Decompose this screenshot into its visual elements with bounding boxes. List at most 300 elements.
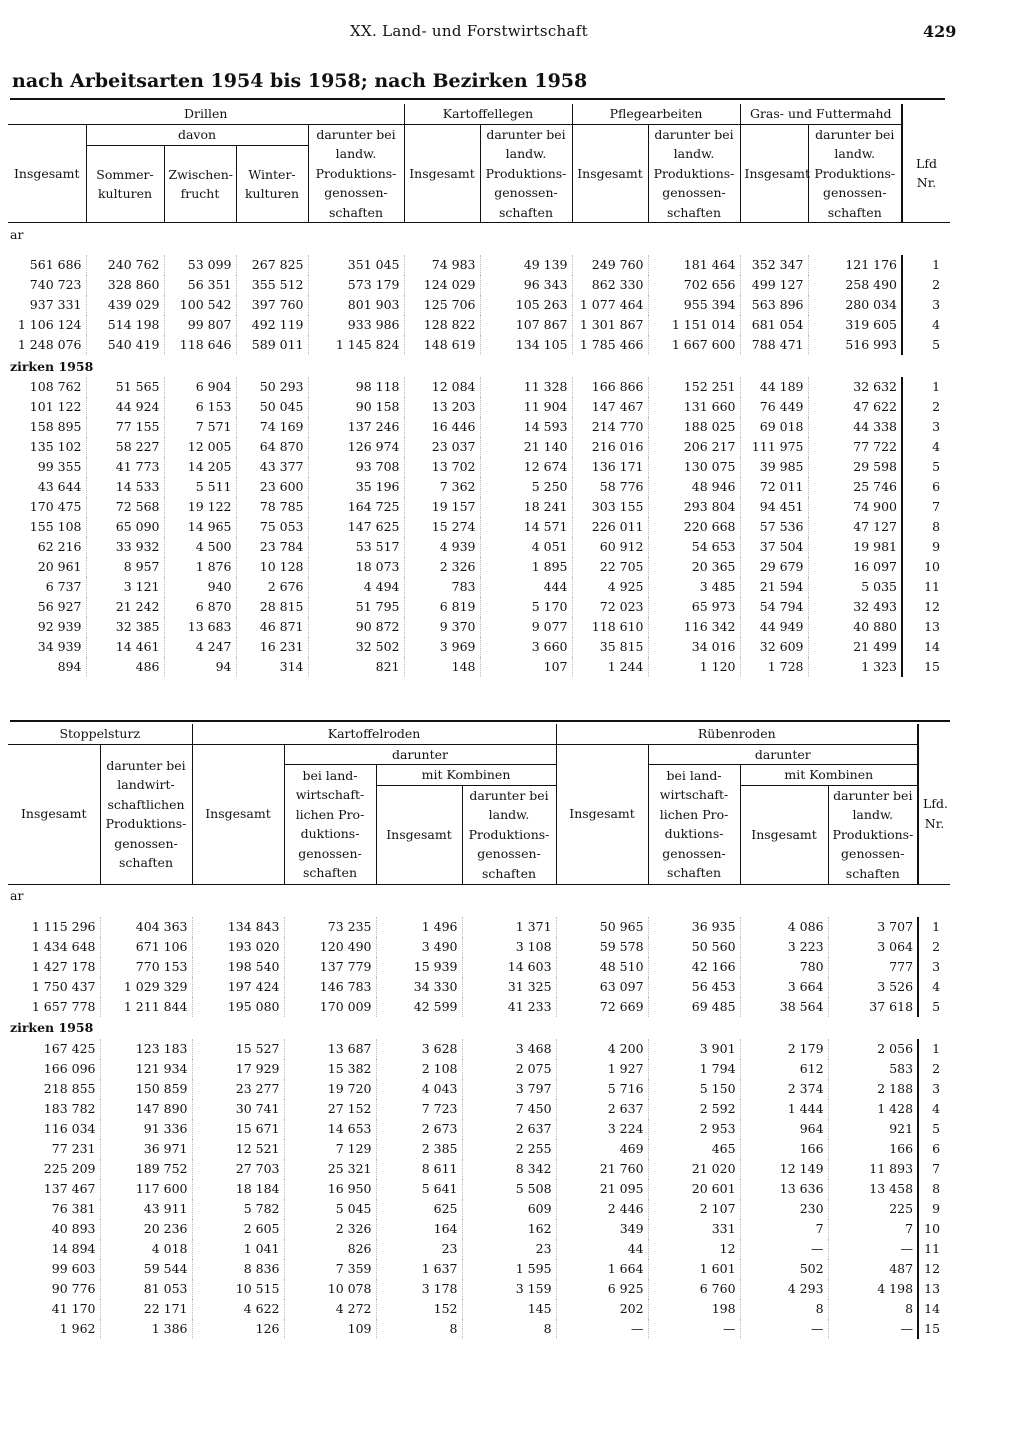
table-cell: 166 xyxy=(740,1139,828,1159)
table-cell: 81 053 xyxy=(100,1279,192,1299)
table-cell: 20 601 xyxy=(648,1179,740,1199)
row-lfd-nr: 11 xyxy=(924,579,941,594)
table-cell: 130 075 xyxy=(648,457,740,477)
table-cell: 3 628 xyxy=(376,1039,462,1059)
title-rule xyxy=(10,98,945,100)
table-cell: 955 394 xyxy=(648,295,740,315)
table-cell: 117 600 xyxy=(100,1179,192,1199)
table-cell: 4 925 xyxy=(572,577,648,597)
table-cell: 23 037 xyxy=(404,437,480,457)
row-lfd-nr: 15 xyxy=(924,1320,941,1336)
table-cell: 44 924 xyxy=(86,397,164,417)
table-cell: 36 971 xyxy=(100,1139,192,1159)
table-cell: 216 016 xyxy=(572,437,648,457)
table-cell: 1 386 xyxy=(100,1319,192,1339)
group-grasmahd: Gras- und Futtermahd xyxy=(740,104,902,124)
table-cell: 1 962 xyxy=(8,1319,100,1339)
table-cell: 1 667 600 xyxy=(648,335,740,355)
table-row xyxy=(8,977,950,997)
table-cell: 193 020 xyxy=(192,937,284,957)
table-cell: 3 108 xyxy=(462,937,556,957)
table-cell: 99 355 xyxy=(8,457,86,477)
table-cell: 90 872 xyxy=(308,617,404,637)
table-cell: 197 424 xyxy=(192,977,284,997)
table-cell: 96 343 xyxy=(480,275,572,295)
table-cell: 137 246 xyxy=(308,417,404,437)
row-lfd-nr: 10 xyxy=(924,1220,941,1236)
col-pf-insgesamt: Insgesamt xyxy=(572,124,648,223)
table-cell: 30 741 xyxy=(192,1099,284,1119)
table-cell: 6 870 xyxy=(164,597,236,617)
table-cell: 788 471 xyxy=(740,335,808,355)
table-cell: 1 637 xyxy=(376,1259,462,1279)
table-cell: 14 205 xyxy=(164,457,236,477)
table-cell: 5 035 xyxy=(808,577,902,597)
col-kr-bei-lpg: bei land-wirtschaft-lichen Pro-duktions-genossen-schaften xyxy=(284,765,376,885)
table-cell: 164 xyxy=(376,1219,462,1239)
table-cell: 14 894 xyxy=(8,1239,100,1259)
row-lfd-nr: 14 xyxy=(924,1300,941,1316)
table-cell: 1 785 466 xyxy=(572,335,648,355)
table-cell: 11 893 xyxy=(828,1159,918,1179)
row-lfd-nr: 13 xyxy=(924,1280,941,1296)
table-cell: 3 707 xyxy=(828,917,918,937)
table-row xyxy=(8,657,950,677)
row-lfd-nr: 2 xyxy=(932,938,941,954)
table-cell: 6 760 xyxy=(648,1279,740,1299)
table-cell: 1 434 648 xyxy=(8,937,100,957)
table-stoppelsturz-etc xyxy=(8,724,950,1339)
table-cell: 39 985 xyxy=(740,457,808,477)
table-cell: 72 011 xyxy=(740,477,808,497)
table-cell: 13 636 xyxy=(740,1179,828,1199)
table-cell: — xyxy=(828,1239,918,1259)
table-cell: 1 301 867 xyxy=(572,315,648,335)
col-pf-lpg: darunter bei landw. Produktions-genossen-schaften xyxy=(648,124,740,223)
table-cell: 58 776 xyxy=(572,477,648,497)
table-cell: 770 153 xyxy=(100,957,192,977)
table-cell: 4 272 xyxy=(284,1299,376,1319)
table-cell: 1 371 xyxy=(462,917,556,937)
table-cell: 125 706 xyxy=(404,295,480,315)
table-cell: 109 xyxy=(284,1319,376,1339)
table-cell: 4 200 xyxy=(556,1039,648,1059)
table-cell: 16 097 xyxy=(808,557,902,577)
table-cell: 145 xyxy=(462,1299,556,1319)
table-cell: 206 217 xyxy=(648,437,740,457)
table-cell: 188 025 xyxy=(648,417,740,437)
table-cell: 702 656 xyxy=(648,275,740,295)
table-cell: 75 053 xyxy=(236,517,308,537)
table-cell: 1 794 xyxy=(648,1059,740,1079)
table-cell: 19 122 xyxy=(164,497,236,517)
table-cell: 195 080 xyxy=(192,997,284,1017)
col-gm-lpg: darunter bei landw. Produktions-genossen-schaften xyxy=(808,124,902,223)
table-row xyxy=(8,1059,950,1079)
table-cell: 44 xyxy=(556,1239,648,1259)
table-cell: 2 374 xyxy=(740,1079,828,1099)
table-cell: 90 158 xyxy=(308,397,404,417)
row-lfd-nr: 2 xyxy=(932,399,941,414)
table-cell: 146 783 xyxy=(284,977,376,997)
table-cell: 1 895 xyxy=(480,557,572,577)
row-lfd-nr: 3 xyxy=(932,297,941,312)
col-winter: Winter-kulturen xyxy=(236,146,308,223)
table-cell: 5 250 xyxy=(480,477,572,497)
table-cell: 198 xyxy=(648,1299,740,1319)
table-cell: 50 965 xyxy=(556,917,648,937)
table-cell: 10 128 xyxy=(236,557,308,577)
table-cell: 12 521 xyxy=(192,1139,284,1159)
table-cell: 933 986 xyxy=(308,315,404,335)
table-cell: — xyxy=(740,1319,828,1339)
table-cell: 42 166 xyxy=(648,957,740,977)
table-cell: 23 xyxy=(376,1239,462,1259)
table-cell: 1 750 437 xyxy=(8,977,100,997)
col-rr-komb-lpg: darunter bei landw. Produktions-genossen-schaften xyxy=(828,785,918,884)
table-cell: 5 511 xyxy=(164,477,236,497)
table-cell: 14 593 xyxy=(480,417,572,437)
table-cell: 862 330 xyxy=(572,275,648,295)
section-bezirke-label: zirken 1958 xyxy=(10,358,94,374)
table-cell: 964 xyxy=(740,1119,828,1139)
table-cell: 3 178 xyxy=(376,1279,462,1299)
table-cell: 17 929 xyxy=(192,1059,284,1079)
table-cell: 166 096 xyxy=(8,1059,100,1079)
table-cell: 352 347 xyxy=(740,255,808,275)
table-cell: — xyxy=(556,1319,648,1339)
row-lfd-nr: 3 xyxy=(932,958,941,974)
table-cell: 21 594 xyxy=(740,577,808,597)
col-rr-bei-lpg: bei land-wirtschaft-lichen Pro-duktions-genossen-schaften xyxy=(648,765,740,885)
table-row xyxy=(8,1179,950,1199)
table-cell: 44 949 xyxy=(740,617,808,637)
table-cell: 126 974 xyxy=(308,437,404,457)
table-cell: 93 708 xyxy=(308,457,404,477)
table-cell: 801 903 xyxy=(308,295,404,315)
table-row xyxy=(8,1299,950,1319)
table-cell: 65 973 xyxy=(648,597,740,617)
table-cell: 8 611 xyxy=(376,1159,462,1179)
table-cell: 41 773 xyxy=(86,457,164,477)
sub-kr-kombinen: mit Kombinen xyxy=(376,765,556,786)
table-cell: 5 641 xyxy=(376,1179,462,1199)
table-cell: 37 618 xyxy=(828,997,918,1017)
table-cell: 4 043 xyxy=(376,1079,462,1099)
table-cell: 50 293 xyxy=(236,377,308,397)
table-cell: 225 xyxy=(828,1199,918,1219)
row-lfd-nr: 7 xyxy=(932,1160,941,1176)
table-row xyxy=(8,537,950,557)
table-cell: 502 xyxy=(740,1259,828,1279)
table-cell: 2 385 xyxy=(376,1139,462,1159)
table-cell: 167 425 xyxy=(8,1039,100,1059)
table-cell: 21 242 xyxy=(86,597,164,617)
table-cell: 5 170 xyxy=(480,597,572,617)
table-row xyxy=(8,377,950,397)
table-cell: 563 896 xyxy=(740,295,808,315)
table-cell: 137 779 xyxy=(284,957,376,977)
table-cell: 1 876 xyxy=(164,557,236,577)
table-cell: 50 045 xyxy=(236,397,308,417)
table-cell: 2 188 xyxy=(828,1079,918,1099)
table-cell: 43 377 xyxy=(236,457,308,477)
table-cell: 4 622 xyxy=(192,1299,284,1319)
table-cell: 4 198 xyxy=(828,1279,918,1299)
row-lfd-nr: 3 xyxy=(932,419,941,434)
table-cell: 8 xyxy=(828,1299,918,1319)
row-lfd-nr: 5 xyxy=(932,337,941,352)
table-cell: — xyxy=(828,1319,918,1339)
table-cell: 76 449 xyxy=(740,397,808,417)
table-cell: 540 419 xyxy=(86,335,164,355)
col-kl-lpg: darunter bei landw. Produktions-genossen-schaften xyxy=(480,124,572,223)
table-cell: 155 108 xyxy=(8,517,86,537)
row-lfd-nr: 15 xyxy=(924,659,941,674)
table-cell: 118 610 xyxy=(572,617,648,637)
table-cell: 77 155 xyxy=(86,417,164,437)
table-cell: 3 121 xyxy=(86,577,164,597)
table-cell: 4 247 xyxy=(164,637,236,657)
table-cell: 166 xyxy=(828,1139,918,1159)
group-drillen: Drillen xyxy=(8,104,404,124)
table-cell: 43 644 xyxy=(8,477,86,497)
table-cell: 1 077 464 xyxy=(572,295,648,315)
table-cell: 226 011 xyxy=(572,517,648,537)
row-lfd-nr: 6 xyxy=(932,479,941,494)
table-cell: 561 686 xyxy=(8,255,86,275)
table-cell: 6 925 xyxy=(556,1279,648,1299)
table-cell: 94 xyxy=(164,657,236,677)
table-row xyxy=(8,295,950,315)
row-lfd-nr: 4 xyxy=(932,978,941,994)
table-cell: 230 xyxy=(740,1199,828,1219)
table-cell: 13 702 xyxy=(404,457,480,477)
table-cell: 7 571 xyxy=(164,417,236,437)
table-cell: 8 xyxy=(740,1299,828,1319)
table-cell: 100 542 xyxy=(164,295,236,315)
table-cell: 15 671 xyxy=(192,1119,284,1139)
table-drillen-etc xyxy=(8,104,950,677)
table-cell: 148 619 xyxy=(404,335,480,355)
table-row xyxy=(8,1139,950,1159)
table-cell: 4 086 xyxy=(740,917,828,937)
table-cell: 116 342 xyxy=(648,617,740,637)
table-cell: 73 235 xyxy=(284,917,376,937)
table-cell: 27 703 xyxy=(192,1159,284,1179)
table-cell: 131 660 xyxy=(648,397,740,417)
sub-rr-darunter: darunter xyxy=(648,744,918,765)
table-cell: 4 293 xyxy=(740,1279,828,1299)
table-cell: 6 904 xyxy=(164,377,236,397)
table-cell: 1 323 xyxy=(808,657,902,677)
table-cell: 181 464 xyxy=(648,255,740,275)
table-cell: 15 274 xyxy=(404,517,480,537)
group-kartoffellegen: Kartoffellegen xyxy=(404,104,572,124)
table-row xyxy=(8,957,950,977)
table-cell: 465 xyxy=(648,1139,740,1159)
table-cell: 11 328 xyxy=(480,377,572,397)
group-stoppelsturz: Stoppelsturz xyxy=(8,724,192,744)
table-cell: 121 934 xyxy=(100,1059,192,1079)
table-cell: 486 xyxy=(86,657,164,677)
table-cell: 98 118 xyxy=(308,377,404,397)
table-cell: 19 157 xyxy=(404,497,480,517)
table-cell: 469 xyxy=(556,1139,648,1159)
table-cell: 5 150 xyxy=(648,1079,740,1099)
table-cell: 147 625 xyxy=(308,517,404,537)
table-cell: 439 029 xyxy=(86,295,164,315)
row-lfd-nr: 14 xyxy=(924,639,941,654)
table-cell: 319 605 xyxy=(808,315,902,335)
table-cell: 826 xyxy=(284,1239,376,1259)
table-cell: 444 xyxy=(480,577,572,597)
table-cell: 77 231 xyxy=(8,1139,100,1159)
table-cell: 59 578 xyxy=(556,937,648,957)
table-cell: 40 893 xyxy=(8,1219,100,1239)
table-cell: 10 515 xyxy=(192,1279,284,1299)
table-cell: 15 382 xyxy=(284,1059,376,1079)
table-cell: 2 326 xyxy=(284,1219,376,1239)
table-cell: 12 149 xyxy=(740,1159,828,1179)
table-cell: 170 475 xyxy=(8,497,86,517)
table-row xyxy=(8,557,950,577)
table-cell: 3 468 xyxy=(462,1039,556,1059)
table-cell: 34 939 xyxy=(8,637,86,657)
table-cell: 56 351 xyxy=(164,275,236,295)
table-cell: 124 029 xyxy=(404,275,480,295)
table-cell: 147 890 xyxy=(100,1099,192,1119)
table-cell: 63 097 xyxy=(556,977,648,997)
unit-label: ar xyxy=(10,226,24,242)
row-lfd-nr: 5 xyxy=(932,459,941,474)
table-cell: 12 005 xyxy=(164,437,236,457)
table-cell: 351 045 xyxy=(308,255,404,275)
row-lfd-nr: 1 xyxy=(932,257,941,272)
col-insgesamt: Insgesamt xyxy=(8,124,86,223)
table-cell: 2 446 xyxy=(556,1199,648,1219)
table-cell: 20 961 xyxy=(8,557,86,577)
table-cell: 54 653 xyxy=(648,537,740,557)
table-cell: 59 544 xyxy=(100,1259,192,1279)
table-cell: 3 901 xyxy=(648,1039,740,1059)
table-cell: 25 321 xyxy=(284,1159,376,1179)
table-cell: 202 xyxy=(556,1299,648,1319)
table-cell: 136 171 xyxy=(572,457,648,477)
table-cell: 40 880 xyxy=(808,617,902,637)
running-head: XX. Land- und Forstwirtschaft xyxy=(350,22,588,40)
table-cell: 1 496 xyxy=(376,917,462,937)
table-cell: 355 512 xyxy=(236,275,308,295)
table-cell: 821 xyxy=(308,657,404,677)
table-cell: 609 xyxy=(462,1199,556,1219)
table-row xyxy=(8,397,950,417)
table-cell: 499 127 xyxy=(740,275,808,295)
table-cell: 32 632 xyxy=(808,377,902,397)
table-cell: 1 115 296 xyxy=(8,917,100,937)
table-cell: 15 939 xyxy=(376,957,462,977)
col-rr-komb-insgesamt: Insgesamt xyxy=(740,785,828,884)
table-cell: 170 009 xyxy=(284,997,376,1017)
table-cell: 90 776 xyxy=(8,1279,100,1299)
table-cell: 1 428 xyxy=(828,1099,918,1119)
row-lfd-nr: 9 xyxy=(932,539,941,554)
table-cell: 158 895 xyxy=(8,417,86,437)
table-cell: 37 504 xyxy=(740,537,808,557)
table-cell: 29 598 xyxy=(808,457,902,477)
table-cell: 1 029 329 xyxy=(100,977,192,997)
table-cell: 293 804 xyxy=(648,497,740,517)
table-cell: 3 797 xyxy=(462,1079,556,1099)
table-cell: 15 527 xyxy=(192,1039,284,1059)
table-cell: 583 xyxy=(828,1059,918,1079)
table-cell: 16 950 xyxy=(284,1179,376,1199)
table-cell: 32 493 xyxy=(808,597,902,617)
table-cell: 267 825 xyxy=(236,255,308,275)
table-cell: 54 794 xyxy=(740,597,808,617)
table-cell: 18 184 xyxy=(192,1179,284,1199)
table-cell: 6 153 xyxy=(164,397,236,417)
table-row xyxy=(8,1319,950,1339)
table-cell: 77 722 xyxy=(808,437,902,457)
table-cell: 1 657 778 xyxy=(8,997,100,1017)
row-lfd-nr: 5 xyxy=(932,998,941,1014)
table-cell: 1 211 844 xyxy=(100,997,192,1017)
table-cell: 780 xyxy=(740,957,828,977)
row-lfd-nr: 3 xyxy=(932,1080,941,1096)
table-cell: 32 385 xyxy=(86,617,164,637)
table-cell: 2 605 xyxy=(192,1219,284,1239)
table-cell: 331 xyxy=(648,1219,740,1239)
row-lfd-nr: 8 xyxy=(932,519,941,534)
table-row xyxy=(8,457,950,477)
sub-rr-kombinen: mit Kombinen xyxy=(740,765,918,786)
table-cell: 681 054 xyxy=(740,315,808,335)
col-zwischen: Zwischen-frucht xyxy=(164,146,236,223)
table-cell: 7 xyxy=(740,1219,828,1239)
table-cell: 14 533 xyxy=(86,477,164,497)
section-bezirke-label: zirken 1958 xyxy=(10,1020,94,1035)
table-cell: 22 705 xyxy=(572,557,648,577)
table-cell: 4 018 xyxy=(100,1239,192,1259)
row-lfd-nr: 4 xyxy=(932,1100,941,1116)
table-cell: 220 668 xyxy=(648,517,740,537)
table-cell: 38 564 xyxy=(740,997,828,1017)
table-cell: 51 565 xyxy=(86,377,164,397)
table-cell: 72 568 xyxy=(86,497,164,517)
table-cell: 60 912 xyxy=(572,537,648,557)
row-lfd-nr: 1 xyxy=(932,379,941,394)
table-cell: 8 xyxy=(376,1319,462,1339)
table-cell: 42 599 xyxy=(376,997,462,1017)
row-lfd-nr: 12 xyxy=(924,1260,941,1276)
row-lfd-nr: 9 xyxy=(932,1200,941,1216)
table-cell: 2 075 xyxy=(462,1059,556,1079)
table-cell: 7 359 xyxy=(284,1259,376,1279)
col-sommer: Sommer-kulturen xyxy=(86,146,164,223)
table-cell: 148 xyxy=(404,657,480,677)
table-cell: 3 664 xyxy=(740,977,828,997)
table-cell: 12 xyxy=(648,1239,740,1259)
table-cell: 69 485 xyxy=(648,997,740,1017)
table-cell: 280 034 xyxy=(808,295,902,315)
table-cell: 921 xyxy=(828,1119,918,1139)
table-row xyxy=(8,315,950,335)
table-cell: 189 752 xyxy=(100,1159,192,1179)
table-cell: 57 536 xyxy=(740,517,808,537)
table-cell: 9 370 xyxy=(404,617,480,637)
table-cell: 23 277 xyxy=(192,1079,284,1099)
